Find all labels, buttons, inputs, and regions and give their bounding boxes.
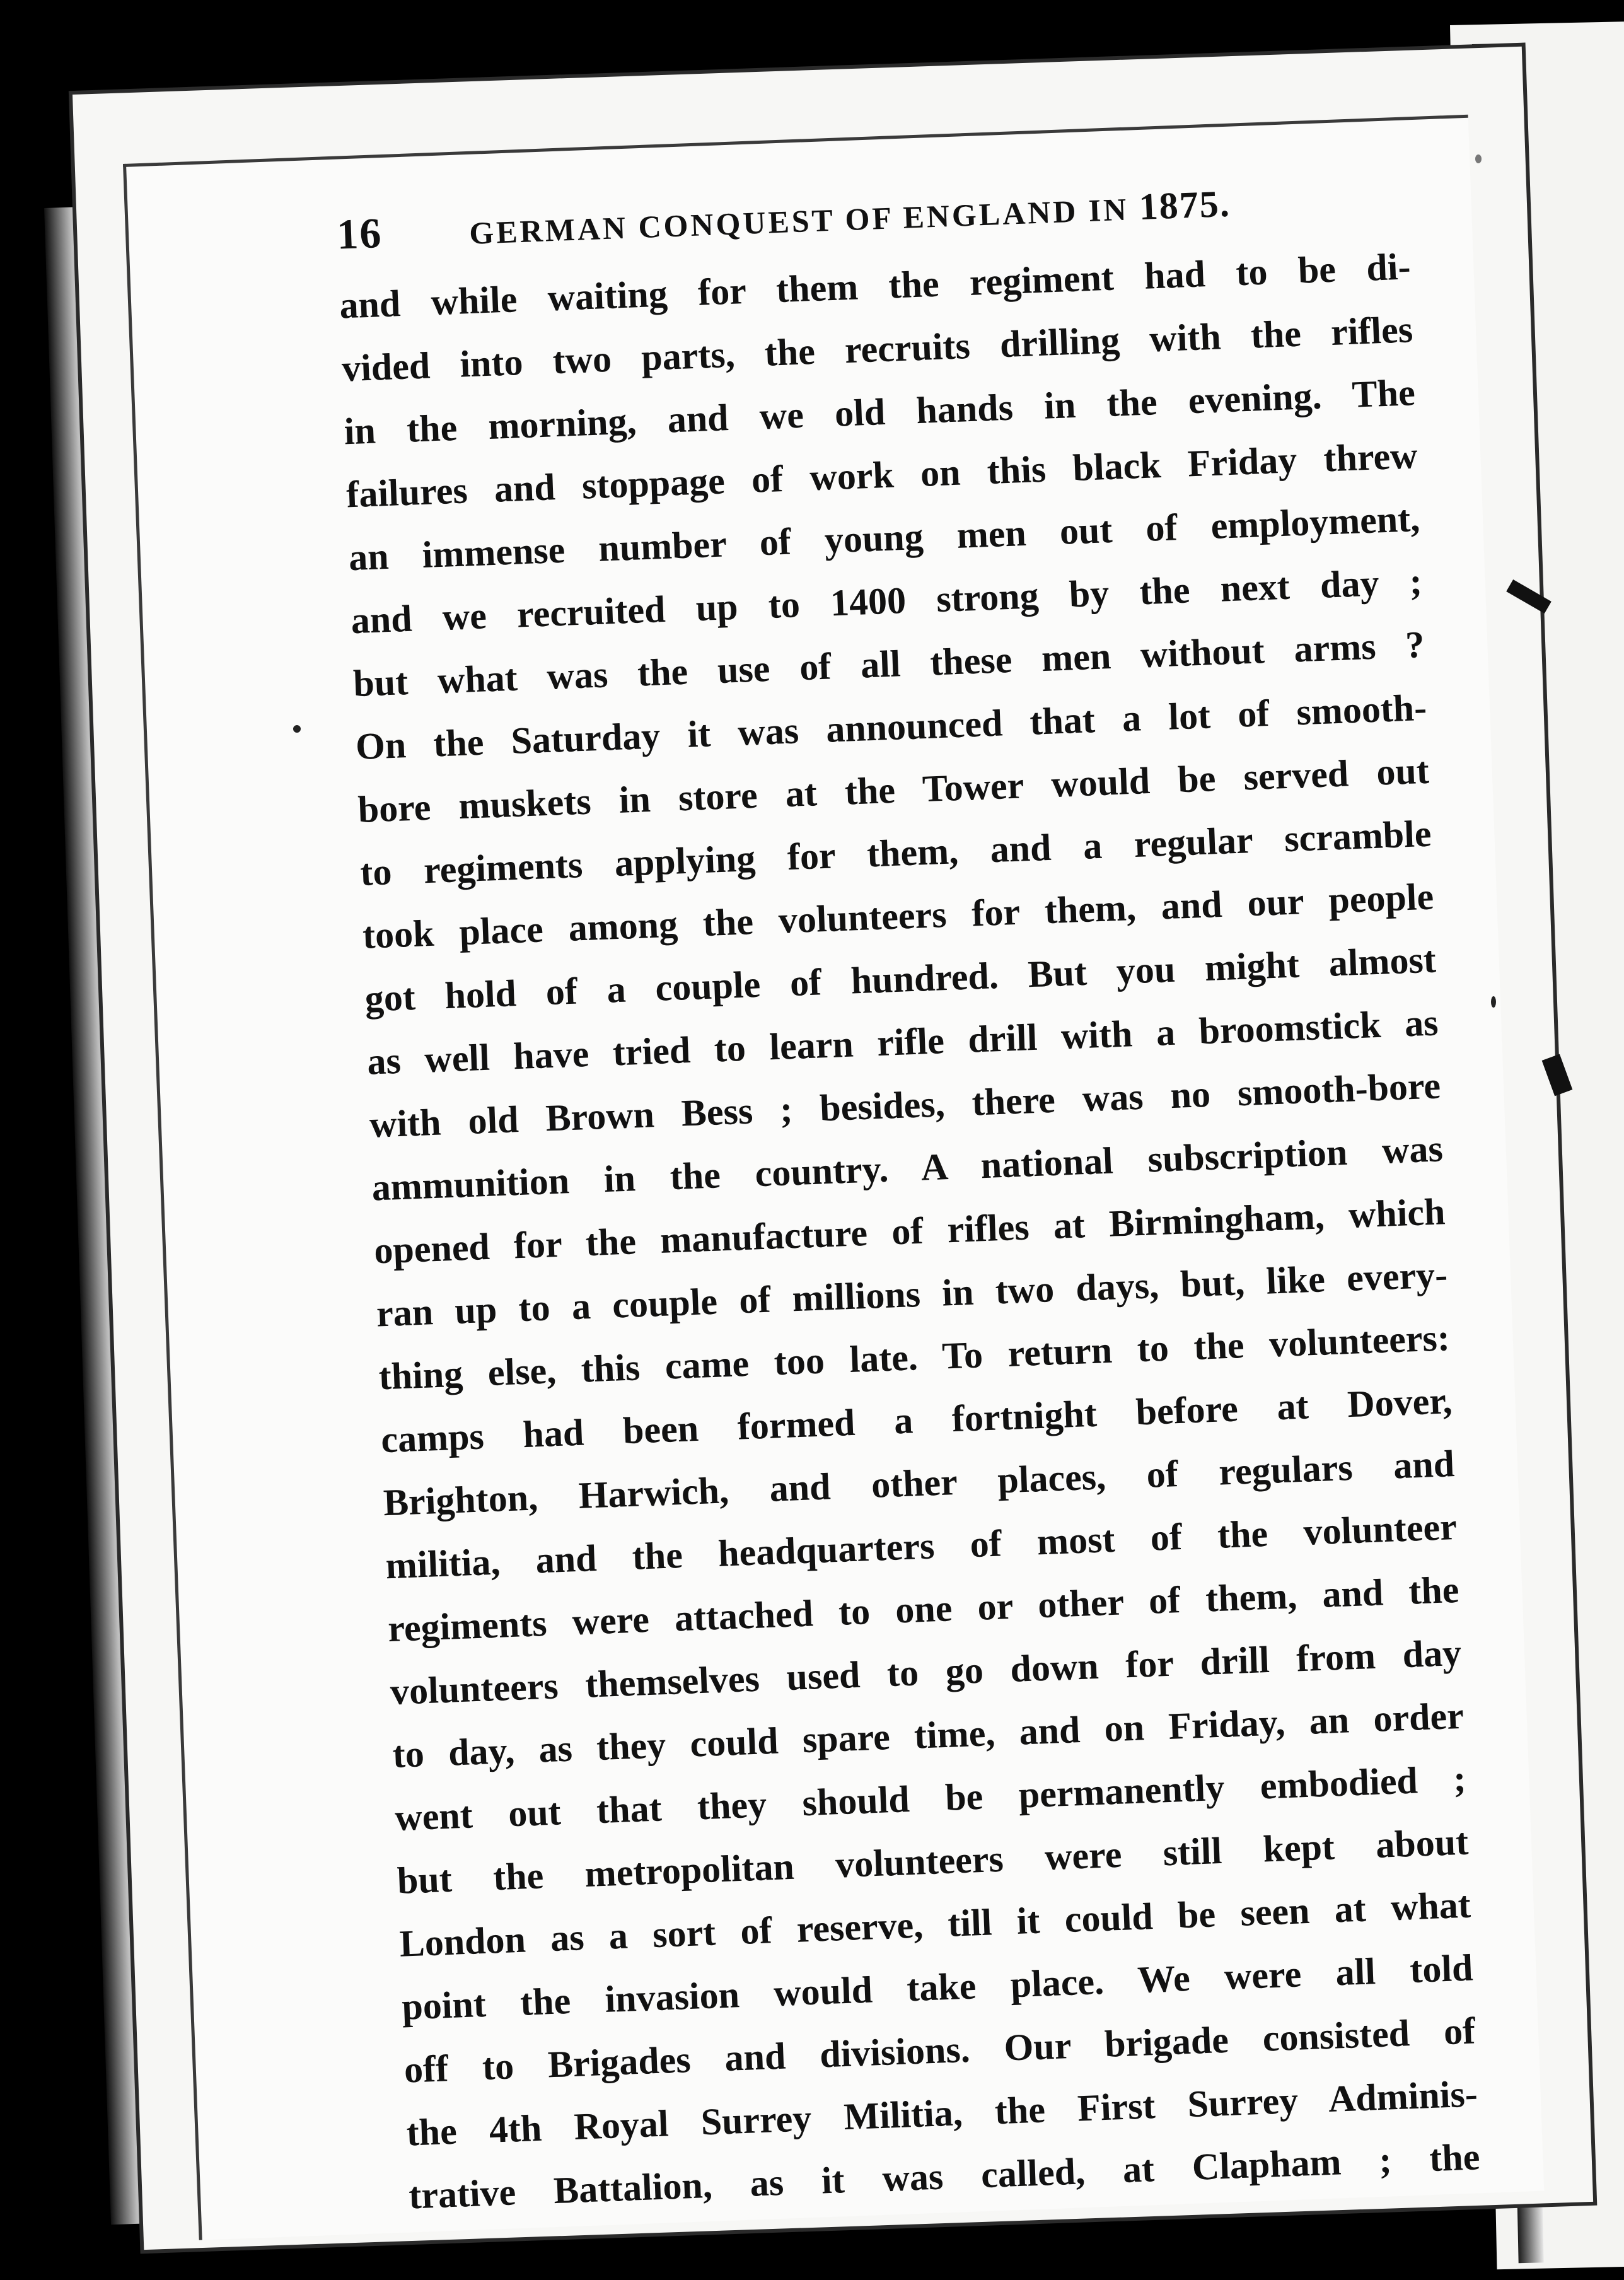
text-line: and while waiting for them the regiment had to be di- [339, 245, 1412, 327]
running-title-year: 1875. [1138, 182, 1231, 228]
text-line: and we recruited up to 1400 strong by the next day ; [350, 560, 1423, 642]
text-line: failures and stoppage of work on this black Friday threw [345, 434, 1418, 516]
text-line: volunteers themselves used to go down for drill from day [389, 1631, 1463, 1713]
text-line: opened for the manufacture of rifles at Birmingham, which [373, 1190, 1446, 1272]
text-line: to regiments applying for them, and a regular scramble [359, 812, 1432, 893]
text-line: but what was the use of all these men without arms ? [352, 623, 1425, 705]
text-line: ammunition in the country. A national subscription was [371, 1127, 1444, 1209]
text-line: regiments were attached to one or other of them, and the [387, 1568, 1460, 1650]
text-block [336, 168, 1544, 2228]
text-line: ran up to a couple of millions in two days, but, like every- [375, 1253, 1449, 1335]
text-line: as well have tried to learn rifle drill with a broomstick as [366, 1001, 1439, 1083]
text-line: London as a sort of reserve, till it could be seen at what [398, 1883, 1471, 1965]
text-line: point the invasion would take place. We were all told [401, 1946, 1474, 2028]
text-line: off to Brigades and divisions. Our brigade consisted of [403, 2010, 1476, 2091]
page-number: 16 [335, 209, 383, 259]
text-line: in the morning, and we old hands in the evening. The [343, 371, 1416, 453]
text-line: with old Brown Bess ; besides, there was no smooth-bore [368, 1064, 1442, 1146]
text-line: went out that they should be permanently embodied ; [394, 1757, 1467, 1839]
text-line: On the Saturday it was announced that a lot of smooth- [354, 686, 1428, 768]
text-line: an immense number of young men out of employment, [347, 497, 1421, 579]
text-line: vided into two parts, the recruits drilling with the rifles [340, 308, 1414, 390]
printed-page [123, 115, 1544, 2240]
text-line: got hold of a couple of hundred. But you might almost [364, 938, 1437, 1020]
text-line: to day, as they could spare time, and on Friday, an order [392, 1694, 1464, 1776]
text-line: militia, and the headquarters of most of the volunteer [385, 1505, 1458, 1587]
text-line: took place among the volunteers for them, and our people [361, 875, 1435, 957]
running-title [468, 182, 1231, 253]
text-line: trative Battalion, as it was called, at Clapham ; the [408, 2136, 1481, 2217]
text-line: the 4th Royal Surrey Militia, the First Surrey Adminis- [405, 2073, 1478, 2154]
body-text [339, 233, 1544, 2228]
text-line: bore muskets in store at the Tower would be served out [357, 749, 1430, 831]
running-title-text: GERMAN CONQUEST OF ENGLAND IN [468, 191, 1140, 251]
dust-speck [293, 725, 301, 733]
text-line: thing else, this came too late. To return to the volunteers: [378, 1317, 1451, 1398]
dust-speck [1475, 154, 1482, 163]
text-line: Brighton, Harwich, and other places, of regulars and [382, 1443, 1456, 1524]
text-line: camps had been formed a fortnight before at Dover, [380, 1380, 1453, 1461]
dust-speck [1491, 996, 1496, 1008]
text-line: but the metropolitan volunteers were still kept about [396, 1820, 1470, 1902]
